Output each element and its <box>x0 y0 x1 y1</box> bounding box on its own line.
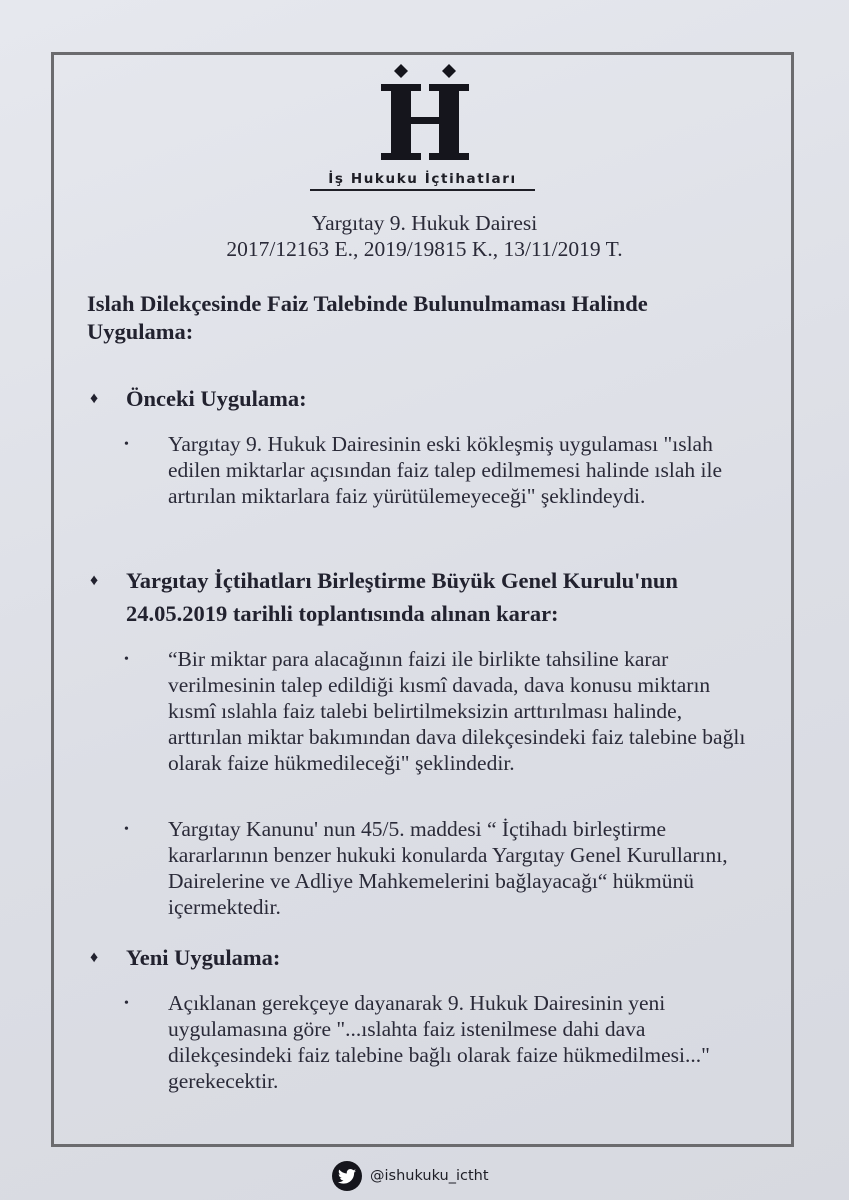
logo <box>0 62 849 162</box>
case-numbers: 2017/12163 E., 2019/19815 K., 13/11/2019 T. <box>226 237 623 261</box>
court-info <box>0 210 849 262</box>
court-name: Yargıtay 9. Hukuk Dairesi <box>311 211 538 235</box>
bullet-icon: • <box>124 437 129 452</box>
twitter-icon <box>332 1161 362 1191</box>
diamond-bullet-icon: ♦ <box>90 572 99 589</box>
twitter-handle[interactable]: @ishukuku_ictht <box>370 1168 489 1184</box>
list-item: • Yargıtay Kanunu' nun 45/5. maddesi “ İçtihadı birleştirme kararlarının benzer hukuki konularda Yargıtay Genel Kurullarını, Dairelerine ve Adliye Mahkemelerini bağlayacağı“ hükmünü içermektedir. <box>124 817 728 919</box>
logo-monogram-icon <box>377 62 473 162</box>
list-item: • “Bir miktar para alacağının faizi ile birlikte tahsiline karar verilmesinin talep edildiği kısmî davada, dava konusu miktarın kısmî ıslahla faiz talebi belirtilmeksizin arttırılması halinde, arttırılan miktar bakımından dava dilekçesindeki faiz talebine bağlı olarak faize hükmedileceği" şeklindedir. <box>124 647 746 775</box>
brand-name: İş Hukuku İçtihatları <box>310 171 535 191</box>
section-heading-previous: ♦ Önceki Uygulama: <box>90 382 706 415</box>
section-heading-new: ♦ Yeni Uygulama: <box>90 941 706 974</box>
list-item: • Açıklanan gerekçeye dayanarak 9. Hukuk Dairesinin yeni uygulamasına göre "...ıslahta faiz istenilmese dahi dava dilekçesindeki faiz talebine bağlı olarak faize hükmedilmesi..." gerekecektir. <box>124 991 710 1093</box>
diamond-bullet-icon: ♦ <box>90 949 99 966</box>
bullet-icon: • <box>124 822 129 837</box>
section-heading-decision: ♦ Yargıtay İçtihatları Birleştirme Büyük Genel Kurulu'nun 24.05.2019 tarihli toplantısında alınan karar: <box>90 564 706 630</box>
bullet-icon: • <box>124 996 129 1011</box>
bullet-icon: • <box>124 652 129 667</box>
footer-social[interactable] <box>332 1160 489 1192</box>
diamond-bullet-icon: ♦ <box>90 390 99 407</box>
list-item: • Yargıtay 9. Hukuk Dairesinin eski kökleşmiş uygulaması "ıslah edilen miktarlar açısından faiz talep edilmemesi halinde ıslah ile artırılan miktarlara faiz yürütülemeyeceği" şeklindeydi. <box>124 432 723 508</box>
page-title: Islah Dilekçesinde Faiz Talebinde Bulunulmaması Halinde Uygulama: <box>87 291 648 344</box>
